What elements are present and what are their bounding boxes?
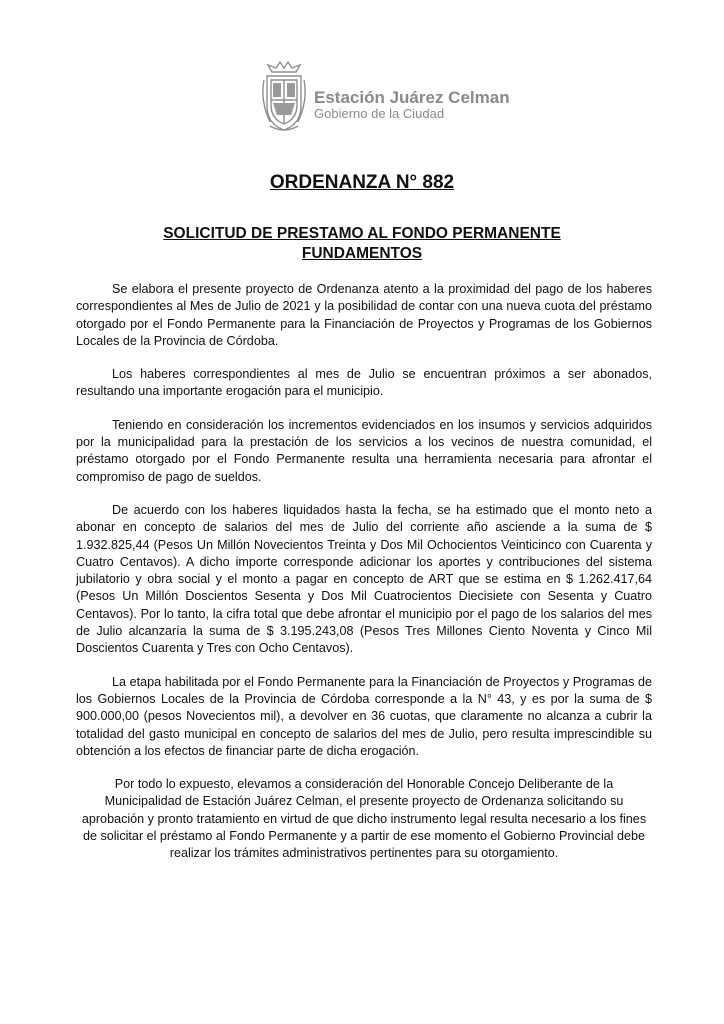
coat-of-arms-icon — [258, 60, 310, 134]
document-body — [76, 281, 652, 879]
paragraph: Se elabora el presente proyecto de Ordenanza atento a la proximidad del pago de los haberes correspondientes al Mes de Julio de 2021 y la posibilidad de contar con una nueva cuota del préstamo otorgado por el Fondo Permanente para la Financiación de Proyectos y Programas de los Gobiernos Locales de la Provincia de Córdoba. — [76, 282, 652, 348]
document-subtitle — [0, 224, 724, 264]
paragraph: De acuerdo con los haberes liquidados hasta la fecha, se ha estimado que el monto neto a abonar en concepto de salarios del mes de Julio del corriente año asciende a la suma de $ 1.932.825,44 (Pesos Un Millón Novecientos Treinta y Dos Mil Ochocientos Veinticinco con Cuarenta y Cuatro Centavos). A dicho importe corresponde adicionar los aportes y contribuciones del sistema jubilatorio y obra social y el monto a pagar en concepto de ART que se estima en $ 1.262.417,64 (Pesos Un Millón Doscientos Sesenta y Dos Mil Cuatrocientos Diecisiete con Sesenta y Cuatro Centavos). Por lo tanto, la cifra total que debe afrontar el municipio por el pago de los salarios del mes de Julio alcanzaría la suma de $ 3.195.243,08 (Pesos Tres Millones Ciento Noventa y Cinco Mil Doscientos Cuarenta y Tres con Ocho Centavos). — [76, 502, 652, 656]
paragraph: Teniendo en consideración los incrementos evidenciados en los insumos y servicios adquiridos por la municipalidad para la prestación de los servicios a los vecinos de nuestra comunidad, el préstamo otorgado por el Fondo Permanente resulta una herramienta necesaria para afrontar el compromiso de pago de sueldos. — [76, 417, 652, 484]
document-title: ORDENANZA N° 882 — [269, 172, 455, 193]
closing-paragraph: Por todo lo expuesto, elevamos a consideración del Honorable Concejo Deliberante de la Municipalidad de Estación Juárez Celman, el presente proyecto de Ordenanza solicitando su aprobación y pronto tratamiento en virtud de que dicho instrumento legal resulta necesario a los fines de solicitar el préstamo al Fondo Permanente y a partir de ese momento el Gobierno Provincial debe realizar los trámites administrativos pertinentes para su otorgamiento. — [81, 777, 647, 861]
paragraph: La etapa habilitada por el Fondo Permanente para la Financiación de Proyectos y Programas de los Gobiernos Locales de la Provincia de Córdoba corresponde a la N° 43, y es por la suma de $ 900.000,00 (pesos Novecientos mil), a devolver en 36 cuotas, que claramente no alcanza a cubrir la totalidad del gasto municipal en concepto de salarios del mes de Julio, pero resulta imprescindible su obtención a los efectos de financiar parte de dicha erogación. — [76, 674, 652, 758]
org-subtitle: Gobierno de la Ciudad — [314, 106, 445, 122]
paragraph: Los haberes correspondientes al mes de Julio se encuentran próximos a ser abonados, resultando una importante erogación para el municipio. — [76, 367, 652, 399]
subtitle-line-1: SOLICITUD DE PRESTAMO AL FONDO PERMANENTE — [163, 225, 561, 242]
subtitle-line-2: FUNDAMENTOS — [301, 245, 423, 262]
org-name: Estación Juárez Celman — [314, 88, 510, 108]
letterhead — [258, 60, 510, 134]
